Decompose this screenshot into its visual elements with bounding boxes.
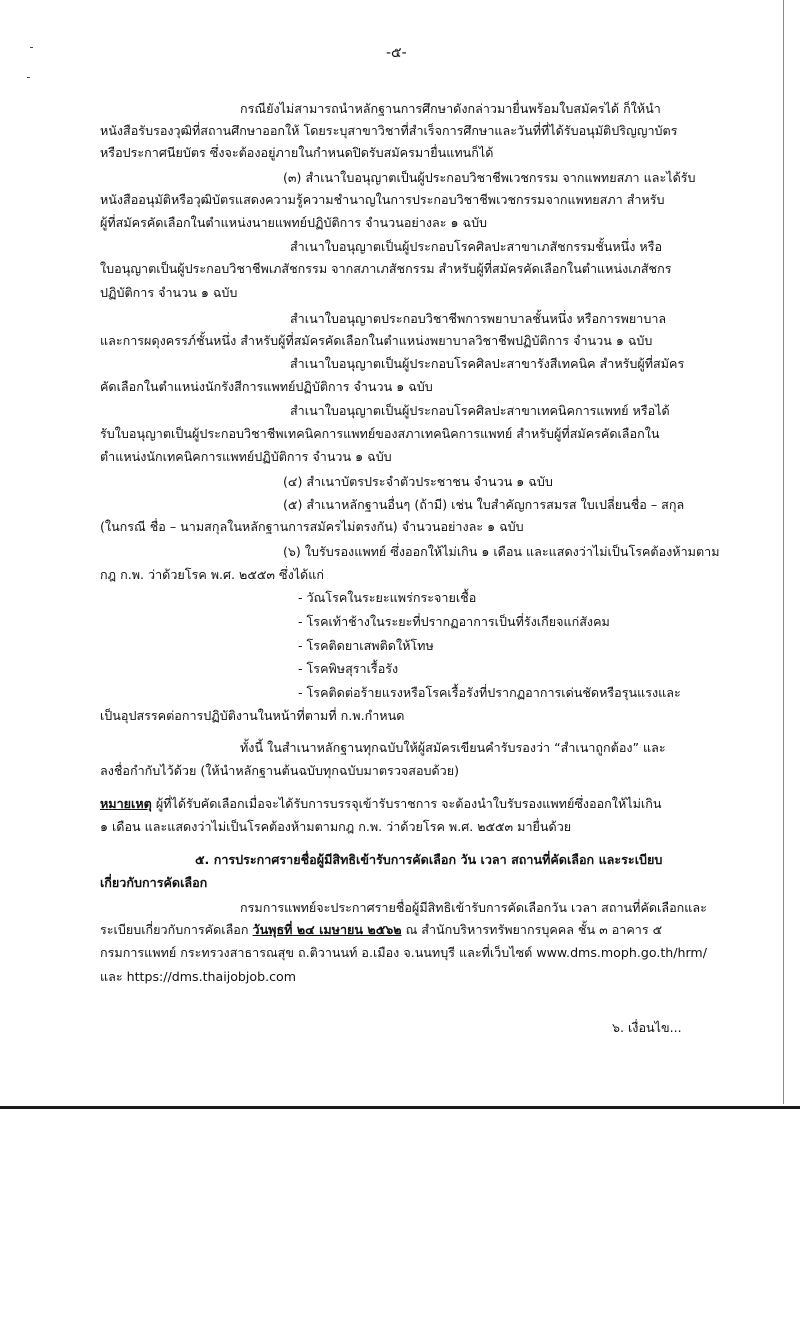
text-line: กรมการแพทย์ กระทรวงสาธารณสุข ถ.ติวานนท์ อ.เมือง จ.นนทบุรี และที่เว็บไซต์ www.dms.moph.go.th/hrm/ [100,945,707,960]
section-heading: ๕. การประกาศรายชื่อผู้มีสิทธิเข้ารับการคัดเลือก วัน เวลา สถานที่คัดเลือก และระเบียบ [195,852,663,867]
text-line: และการผดุงครรภ์ชั้นหนึ่ง สำหรับผู้ที่สมัครคัดเลือกในตำแหน่งพยาบาลวิชาชีพปฏิบัติการ จำนวน ๑ ฉบับ [100,333,653,348]
text-line: หนังสืออนุมัติหรือวุฒิบัตรแสดงความรู้ความชำนาญในการประกอบวิชาชีพเวชกรรมจากแพทยสภา สำหรับ [100,192,665,207]
scan-speck [27,77,30,78]
sec5-date-line [100,921,662,938]
text-line: ปฏิบัติการ จำนวน ๑ ฉบับ [100,285,238,300]
text-line: กรมการแพทย์จะประกาศรายชื่อผู้มีสิทธิเข้ารับการคัดเลือกวัน เวลา สถานที่คัดเลือกและ [240,900,707,915]
text-line: ๑ เดือน และแสดงว่าไม่เป็นโรคต้องห้ามตามกฎ ก.พ. ว่าด้วยโรค พ.ศ. ๒๕๕๓ มายื่นด้วย [100,819,572,834]
text-line: สำเนาใบอนุญาตเป็นผู้ประกอบโรคศิลปะสาขาเภสัชกรรมชั้นหนึ่ง หรือ [290,239,663,254]
section-heading-cont: เกี่ยวกับการคัดเลือก [100,875,208,890]
sec5-prefix: ระเบียบเกี่ยวกับการคัดเลือก [100,922,249,937]
scan-edge-line [783,0,784,1104]
text-line: ใบอนุญาตเป็นผู้ประกอบวิชาชีพเภสัชกรรม จากสภาเภสัชกรรม สำหรับผู้ที่สมัครคัดเลือกในตำแหน่งเภสัชกร [100,261,672,276]
text-line: (ในกรณี ชื่อ – นามสกุลในหลักฐานการสมัครไม่ตรงกัน) จำนวนอย่างละ ๑ ฉบับ [100,519,524,534]
list-item: - โรคเท้าช้างในระยะที่ปรากฏอาการเป็นที่รังเกียจแก่สังคม [298,614,610,629]
page-number: -๕- [386,45,407,61]
text-line: กรณียังไม่สามารถนำหลักฐานการศึกษาดังกล่าวมายื่นพร้อมใบสมัครได้ ก็ให้นำ [240,101,661,116]
text-line: หนังสือรับรองวุฒิที่สถานศึกษาออกให้ โดยระบุสาขาวิชาที่สำเร็จการศึกษาและวันที่ที่ได้รับอนุมัติปริญญาบัตร [100,123,678,138]
sec5-rest: ณ สำนักบริหารทรัพยากรบุคคล ชั้น ๓ อาคาร ๕ [405,922,663,937]
note-label: หมายเหตุ [100,796,152,811]
text-line: คัดเลือกในตำแหน่งนักรังสีการแพทย์ปฏิบัติการ จำนวน ๑ ฉบับ [100,379,433,394]
scan-speck [30,47,33,48]
text-line: ทั้งนี้ ในสำเนาหลักฐานทุกฉบับให้ผู้สมัครเขียนคำรับรองว่า “สำเนาถูกต้อง” และ [240,740,666,755]
continuation-marker: ๖. เงื่อนไข... [612,1020,682,1035]
text-line: (๔) สำเนาบัตรประจำตัวประชาชน จำนวน ๑ ฉบับ [283,474,553,489]
text-line: (๕) สำเนาหลักฐานอื่นๆ (ถ้ามี) เช่น ใบสำคัญการสมรส ใบเปลี่ยนชื่อ – สกุล [283,497,685,512]
text-line: (๓) สำเนาใบอนุญาตเป็นผู้ประกอบวิชาชีพเวชกรรม จากแพทยสภา และได้รับ [283,170,696,185]
list-item: - โรคติดยาเสพติดให้โทษ [298,638,434,653]
page-bottom-rule [0,1106,800,1109]
text-line: หรือประกาศนียบัตร ซึ่งจะต้องอยู่ภายในกำหนดปิดรับสมัครมายื่นแทนก็ได้ [100,145,494,160]
text-line: สำเนาใบอนุญาตประกอบวิชาชีพการพยาบาลชั้นหนึ่ง หรือการพยาบาล [290,311,667,326]
sec5-date: วันพุธที่ ๒๔ เมษายน ๒๕๖๒ [252,922,402,937]
note-line [100,795,661,812]
list-item: - โรคพิษสุราเรื้อรัง [298,661,399,676]
text-line: เป็นอุปสรรคต่อการปฏิบัติงานในหน้าที่ตามที่ ก.พ.กำหนด [100,708,405,723]
list-item: - โรคติดต่อร้ายแรงหรือโรคเรื้อรังที่ปรากฏอาการเด่นชัดหรือรุนแรงและ [298,685,681,700]
text-line: ลงชื่อกำกับไว้ด้วย (ให้นำหลักฐานต้นฉบับทุกฉบับมาตรวจสอบด้วย) [100,763,460,778]
text-line: และ https://dms.thaijobjob.com [100,969,297,984]
text-line: กฎ ก.พ. ว่าด้วยโรค พ.ศ. ๒๕๕๓ ซึ่งได้แก่ [100,567,324,582]
text-line: (๖) ใบรับรองแพทย์ ซึ่งออกให้ไม่เกิน ๑ เดือน และแสดงว่าไม่เป็นโรคต้องห้ามตาม [283,544,720,559]
text-line: ผู้ที่สมัครคัดเลือกในตำแหน่งนายแพทย์ปฏิบัติการ จำนวนอย่างละ ๑ ฉบับ [100,215,488,230]
text-line: สำเนาใบอนุญาตเป็นผู้ประกอบโรคศิลปะสาขารังสีเทคนิค สำหรับผู้ที่สมัคร [290,356,685,371]
list-item: - วัณโรคในระยะแพร่กระจายเชื้อ [298,590,477,605]
text-line: ตำแหน่งนักเทคนิคการแพทย์ปฏิบัติการ จำนวน ๑ ฉบับ [100,449,392,464]
note-text: ผู้ที่ได้รับคัดเลือกเมื่อจะได้รับการบรรจุเข้ารับราชการ จะต้องนำใบรับรองแพทย์ซึ่งออกให้ไม่เกิน [155,796,662,811]
text-line: รับใบอนุญาตเป็นผู้ประกอบวิชาชีพเทคนิคการแพทย์ของสภาเทคนิคการแพทย์ สำหรับผู้ที่สมัครคัดเลือกใน [100,426,660,441]
text-line: สำเนาใบอนุญาตเป็นผู้ประกอบโรคศิลปะสาขาเทคนิคการแพทย์ หรือได้ [290,403,670,418]
